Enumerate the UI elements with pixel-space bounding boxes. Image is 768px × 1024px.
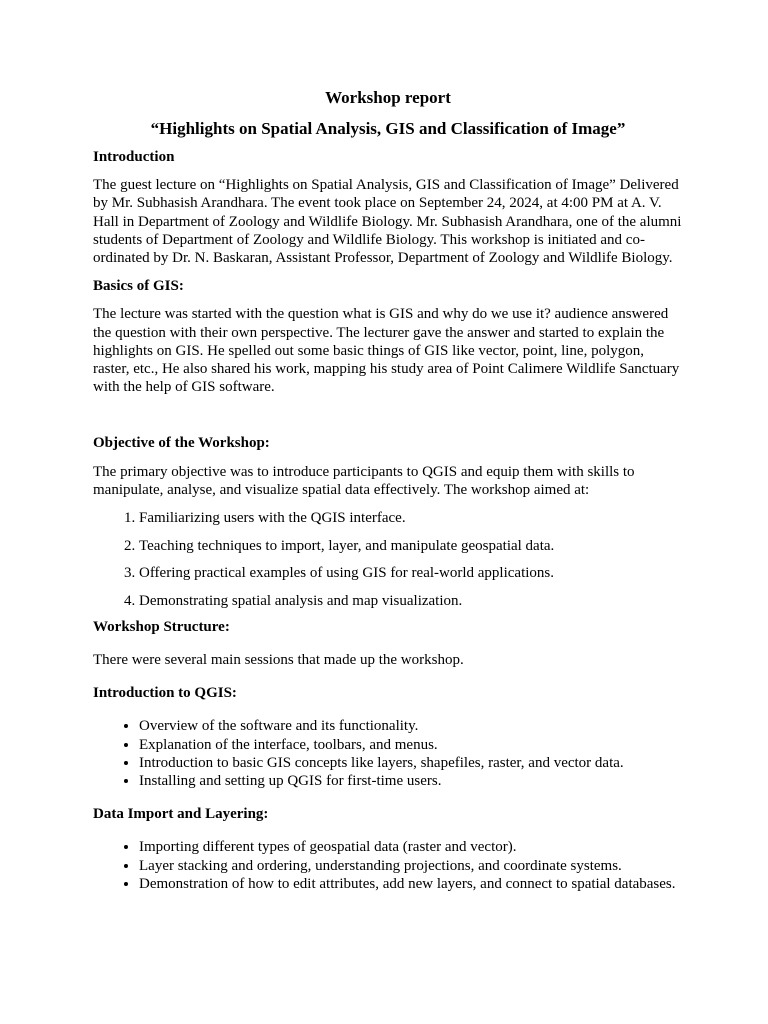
structure-paragraph: There were several main sessions that made up the workshop. xyxy=(93,651,464,668)
report-subtitle: “Highlights on Spatial Analysis, GIS and Classification of Image” xyxy=(150,119,626,138)
objective-paragraph: The primary objective was to introduce participants to QGIS and equip them with skills to manipulate, analyse, and visualize spatial data effectively. The workshop aimed at: xyxy=(93,463,635,498)
objective-list xyxy=(93,509,683,610)
list-item: 4. Demonstrating spatial analysis and map visualization. xyxy=(139,592,683,610)
list-item: • Explanation of the interface, toolbars, and menus. xyxy=(139,736,683,754)
list-item: 3. Offering practical examples of using GIS for real-world applications. xyxy=(139,564,683,582)
list-item: 1. Familiarizing users with the QGIS interface. xyxy=(139,509,683,527)
list-item: 2. Teaching techniques to import, layer, and manipulate geospatial data. xyxy=(139,537,683,555)
list-item: • Demonstration of how to edit attributes, add new layers, and connect to spatial databases. xyxy=(139,875,683,893)
intro-qgis-list xyxy=(93,717,683,790)
structure-heading: Workshop Structure: xyxy=(93,618,230,635)
list-item: • Installing and setting up QGIS for first-time users. xyxy=(139,772,683,790)
intro-qgis-heading: Introduction to QGIS: xyxy=(93,685,237,702)
document-page xyxy=(93,88,683,893)
list-item: • Layer stacking and ordering, understanding projections, and coordinate systems. xyxy=(139,857,683,875)
list-item: • Overview of the software and its functionality. xyxy=(139,717,683,735)
data-import-heading: Data Import and Layering: xyxy=(93,806,269,823)
list-item: • Importing different types of geospatial data (raster and vector). xyxy=(139,838,683,856)
introduction-heading: Introduction xyxy=(93,149,175,165)
basics-heading: Basics of GIS: xyxy=(93,278,184,295)
objective-heading: Objective of the Workshop: xyxy=(93,435,270,452)
list-item: • Introduction to basic GIS concepts like layers, shapefiles, raster, and vector data. xyxy=(139,754,683,772)
report-title: Workshop report xyxy=(325,88,451,107)
basics-paragraph: The lecture was started with the question what is GIS and why do we use it? audience answered the question with their own perspective. The lecturer gave the answer and started to explain the highlights on GIS. He spelled out some basic things of GIS like vector, point, line, polygon, raster, etc., He also shared his work, mapping his study area of Point Calimere Wildlife Sanctuary with the help of GIS software. xyxy=(93,306,680,396)
introduction-paragraph: The guest lecture on “Highlights on Spatial Analysis, GIS and Classification of Image” Delivered by Mr. Subhasish Arandhara. The event took place on September 24, 2024, at 4:00 PM at A. V. Hall in Department of Zoology and Wildlife Biology. Mr. Subhasish Arandhara, one of the alumni students of Department of Zoology and Wildlife Biology. This workshop is initiated and co-ordinated by Dr. N. Baskaran, Assistant Professor, Department of Zoology and Wildlife Biology. xyxy=(93,177,682,267)
data-import-list xyxy=(93,838,683,893)
